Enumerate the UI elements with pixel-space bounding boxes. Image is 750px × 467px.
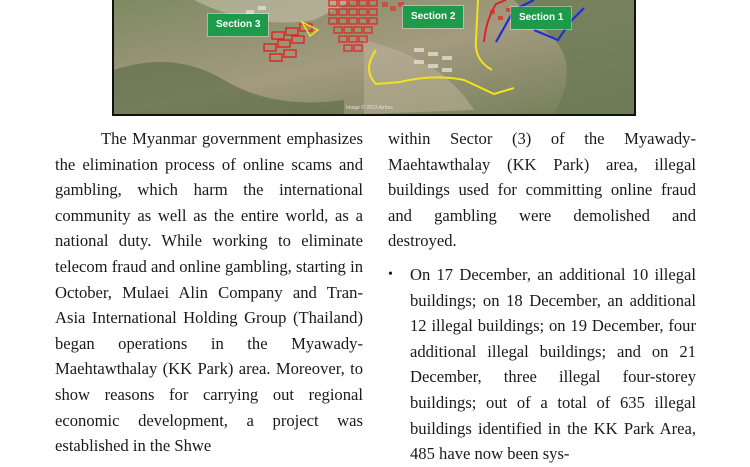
bullet-text: On 17 December, an additional 10 illegal buildings; on 18 December, an additional 12 illegal buildings; on 19 December, four additional illegal buildings; and on 21 December, three illegal four-storey buildings; out of a total of 635 illegal buildings identified in the KK Park Area, 485 have now been sys- <box>410 264 696 464</box>
section-2-label: Section 2 <box>403 6 463 28</box>
bullet-item <box>388 262 696 467</box>
satellite-map-image <box>112 0 636 116</box>
bullet-icon: • <box>388 266 393 282</box>
right-paragraph: within Sector (3) of the Myawady-Maehtawthalay (KK Park) area, illegal buildings used for committing online fraud and gambling were demolished and destroyed. <box>388 129 696 251</box>
right-column <box>388 126 696 467</box>
left-paragraph: The Myanmar government emphasizes the elimination process of online scams and gambling, which harm the international community as well as the entire world, as a national duty. While working to eliminate telecom fraud and online gambling, starting in October, Mulaei Alin Company and Tran-Asia International Holding Group (Thailand) began operations in the Myawady-Maehtawthalay (KK Park) area. Moreover, to show reasons for carrying out regional economic development, a project was established in the Shwe <box>55 129 363 456</box>
image-credit: Image © 2023 Airbus <box>346 105 393 111</box>
section-1-label: Section 1 <box>511 7 571 29</box>
section-3-label: Section 3 <box>208 14 268 36</box>
left-column <box>55 126 363 459</box>
bullet-list <box>388 262 696 467</box>
